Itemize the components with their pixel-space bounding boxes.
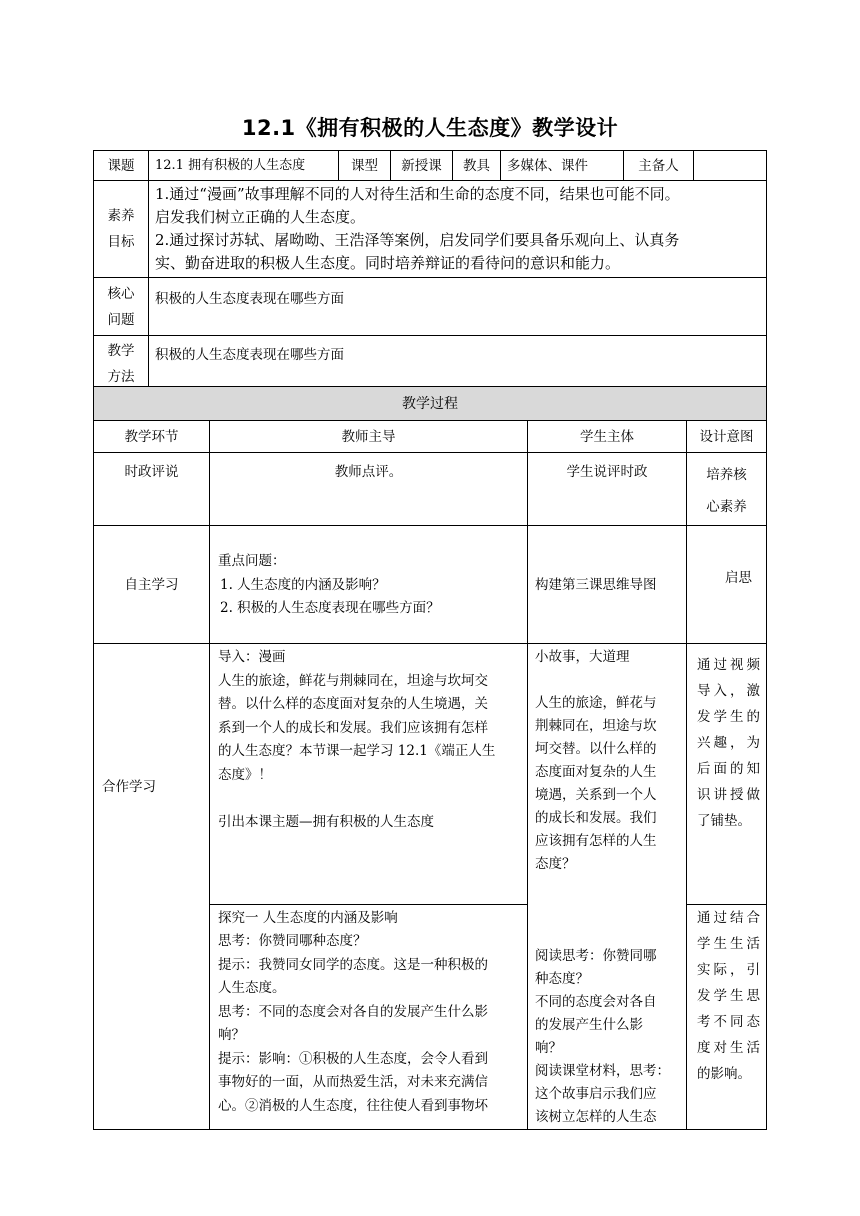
stage-self-study: 自主学习 (94, 526, 210, 644)
goals-label: 素养目标 (94, 181, 149, 278)
course-info-table (93, 150, 767, 392)
student-current-affairs: 学生说评时政 (528, 453, 687, 526)
student-line: 种态度？ (535, 971, 589, 987)
process-header: 教学过程 (94, 387, 767, 421)
goals-line: 实、勤奋进取的积极人生态度。同时培养辩证的看待问的意识和能力。 (155, 254, 621, 272)
student-line: 阅读课堂材料，思考： (535, 1063, 670, 1079)
student-line: 应该拥有怎样的人生 (535, 833, 657, 849)
intent-self-study: 启思 (687, 526, 767, 644)
column-header-teacher: 教师主导 (210, 421, 528, 453)
core-question-label: 核心问题 (94, 278, 149, 336)
student-line: 荆棘同在，坦途与坎 (535, 718, 657, 734)
student-line (535, 899, 679, 922)
intent-intro: 通过视频导入，激发学生的兴趣，为后面的知识讲授做了铺垫。 (687, 644, 767, 905)
key-question-item: 2. 积极的人生态度表现在哪些方面？ (220, 600, 440, 617)
inquiry-line: 事物好的一面，从而热爱生活，对未来充满信 (218, 1074, 488, 1091)
student-line: 响？ (535, 1040, 562, 1056)
inquiry-line: 心。②消极的人生态度，往往使人看到事物坏 (218, 1097, 488, 1114)
teaching-tools-value: 多媒体、课件 (501, 151, 624, 181)
teacher-current-affairs: 教师点评。 (210, 453, 528, 526)
student-line (535, 669, 679, 692)
inquiry-line: 探究一 人生态度的内涵及影响 (218, 909, 398, 926)
preparer-label: 主备人 (624, 151, 694, 181)
student-line: 这个故事启示我们应 (535, 1086, 657, 1102)
method-value: 积极的人生态度表现在哪些方面 (149, 336, 767, 392)
student-line: 坷交替。以什么样的 (535, 741, 657, 757)
student-line: 态度？ (535, 856, 576, 872)
intro-line: 的人生态度？本节课一起学习 12.1《端正人生 (218, 743, 496, 759)
student-line: 境遇，关系到一个人 (535, 787, 657, 803)
column-header-intent: 设计意图 (687, 421, 767, 453)
column-header-stage: 教学环节 (94, 421, 210, 453)
teaching-process-table (93, 386, 767, 1130)
inquiry-line: 提示：我赞同女同学的态度。这是一种积极的 (218, 956, 488, 973)
intro-line: 态度》！ (218, 766, 272, 783)
lesson-type-label: 课型 (339, 151, 391, 181)
intent-current-affairs: 培养核心素养 (687, 453, 767, 526)
student-line: 人生的旅途，鲜花与 (535, 695, 657, 711)
student-cooperative (528, 644, 687, 1130)
student-line: 态度面对复杂的人生 (535, 764, 657, 780)
inquiry-line: 思考：不同的态度会对各自的发展产生什么影 (218, 1003, 488, 1020)
teaching-tools-label: 教具 (453, 151, 501, 181)
student-line (535, 922, 679, 945)
lesson-type-value: 新授课 (391, 151, 453, 181)
teacher-inquiry-one (210, 904, 528, 1129)
topic-label: 课题 (94, 151, 149, 181)
inquiry-line: 提示：影响：①积极的人生态度，会令人看到 (218, 1050, 488, 1067)
student-line (535, 876, 679, 899)
intro-line (218, 787, 519, 811)
intro-line: 系到一个人的成长和发展。我们应该拥有怎样 (218, 719, 488, 736)
intro-line: 人生的旅途，鲜花与荆棘同在，坦途与坎坷交 (218, 672, 488, 689)
student-line: 小故事，大道理 (535, 649, 630, 665)
intro-line: 引出本课主题—拥有积极的人生态度 (218, 813, 434, 830)
student-line: 阅读思考：你赞同哪 (535, 948, 657, 964)
inquiry-line: 思考：你赞同哪种态度？ (218, 933, 367, 950)
document-title: 12.1《拥有积极的人生态度》教学设计 (241, 116, 619, 140)
column-header-student: 学生主体 (528, 421, 687, 453)
topic-value: 12.1 拥有积极的人生态度 (149, 151, 339, 181)
student-line: 不同的态度会对各自 (535, 994, 657, 1010)
key-question-item: 1. 人生态度的内涵及影响？ (220, 576, 386, 593)
stage-current-affairs: 时政评说 (94, 453, 210, 526)
preparer-value (694, 151, 767, 181)
intro-line: 导入：漫画 (218, 649, 286, 665)
goals-line: 1.通过“漫画”故事理解不同的人对待生活和生命的态度不同，结果也可能不同。 (155, 185, 680, 203)
teacher-self-study (210, 526, 528, 644)
inquiry-line: 人生态度。 (218, 980, 286, 997)
intent-inquiry-one: 通过结合学生生活实际，引发学生思考不同态度对生活的影响。 (687, 904, 767, 1129)
method-label: 教学方法 (94, 336, 149, 392)
student-self-study: 构建第三课思维导图 (528, 526, 687, 644)
goals-line: 2.通过探讨苏轼、屠呦呦、王浩泽等案例，启发同学们要具备乐观向上、认真务 (155, 231, 680, 249)
stage-cooperative: 合作学习 (94, 644, 210, 1130)
teacher-intro (210, 644, 528, 905)
student-line: 的成长和发展。我们 (535, 810, 657, 826)
student-line: 的发展产生什么影 (535, 1017, 643, 1033)
goals-line: 启发我们树立正确的人生态度。 (155, 208, 366, 226)
intro-line: 替。以什么样的态度面对复杂的人生境遇，关 (218, 696, 488, 712)
core-question-value: 积极的人生态度表现在哪些方面 (149, 278, 767, 336)
inquiry-line: 响？ (218, 1027, 245, 1044)
student-line: 该树立怎样的人生态 (535, 1109, 657, 1125)
key-questions-title: 重点问题： (218, 553, 286, 570)
goals-content (149, 181, 767, 278)
